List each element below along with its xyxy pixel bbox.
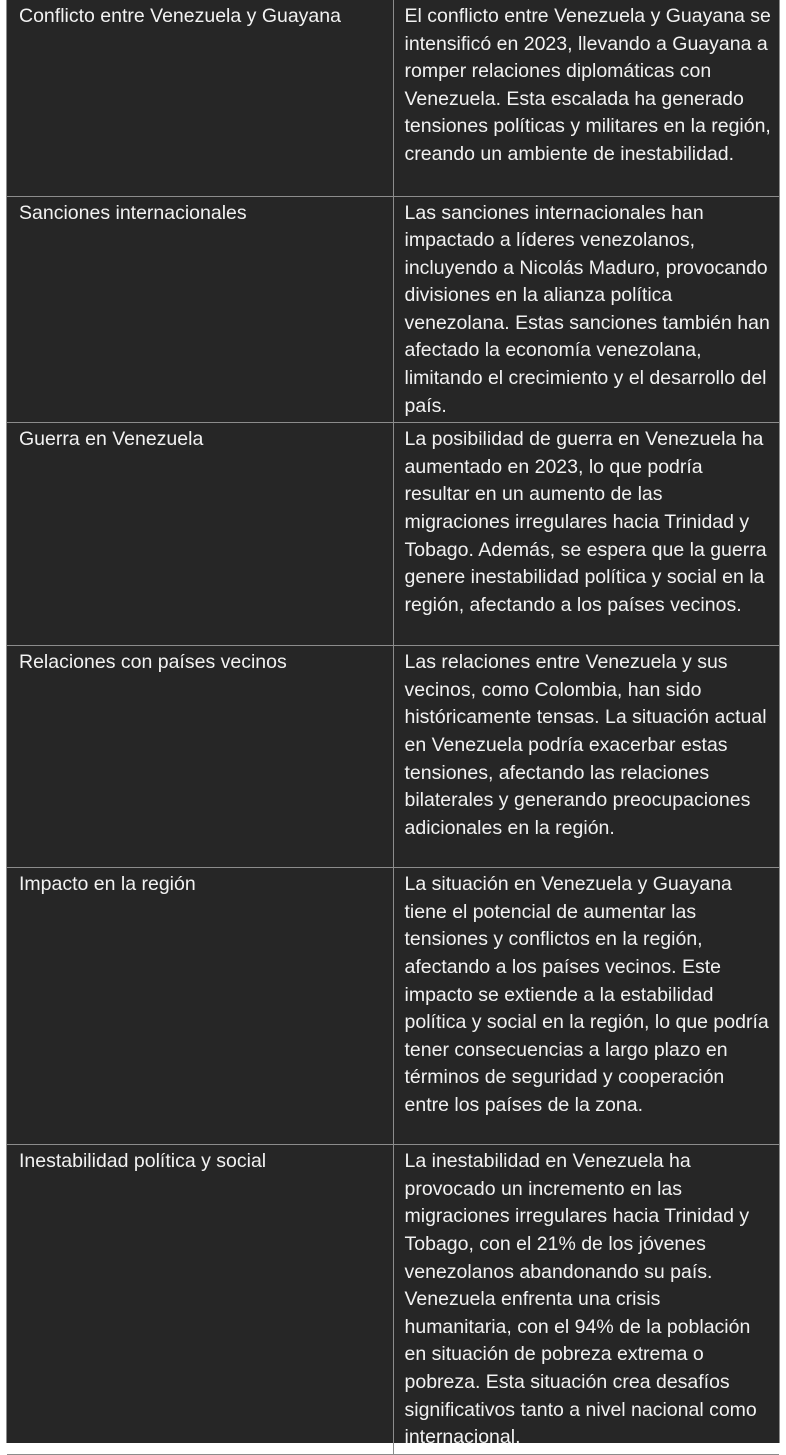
description-cell: Las relaciones entre Venezuela y sus vecinos, como Colombia, han sido históricamente tensas. La situación actual en Venezuela podría exacerbar estas tensiones, afectando las relaciones bilaterales y generando preocupaciones adicionales en la región.	[404, 651, 767, 839]
table-row	[7, 646, 779, 868]
table-row	[7, 196, 779, 423]
topic-cell: Sanciones internacionales	[7, 196, 393, 423]
info-table	[7, 0, 779, 1455]
table-row	[7, 0, 779, 196]
info-table-container	[6, 0, 780, 1449]
topic-cell: Impacto en la región	[7, 868, 393, 1145]
description-cell: Las sanciones internacionales han impactado a líderes venezolanos, incluyendo a Nicolás Maduro, provocando divisiones en la alianza política venezolana. Estas sanciones también han afectado la economía venezolana, limitando el crecimiento y el desarrollo del país.	[404, 201, 770, 417]
table-row	[7, 1145, 779, 1455]
description-cell: La situación en Venezuela y Guayana tiene el potencial de aumentar las tensiones y conflictos en la región, afectando a los países vecinos. Este impacto se extiende a la estabilidad política y social en la región, lo que podría tener consecuencias a largo plazo en términos de seguridad y cooperación entre los países de la zona.	[404, 873, 769, 1116]
topic-cell: Inestabilidad política y social	[7, 1145, 393, 1455]
topic-cell: Guerra en Venezuela	[7, 423, 393, 646]
topic-cell: Conflicto entre Venezuela y Guayana	[7, 0, 393, 196]
description-cell: La posibilidad de guerra en Venezuela ha aumentado en 2023, lo que podría resultar en un aumento de las migraciones irregulares hacia Trinidad y Tobago. Además, se espera que la guerra genere inestabilidad política y social en la región, afectando a los países vecinos.	[404, 428, 767, 616]
topic-cell: Relaciones con países vecinos	[7, 646, 393, 868]
description-cell: El conflicto entre Venezuela y Guayana se intensificó en 2023, llevando a Guayana a romper relaciones diplomáticas con Venezuela. Esta escalada ha generado tensiones políticas y militares en la región, creando un ambiente de inestabilidad.	[404, 5, 771, 165]
table-row	[7, 423, 779, 646]
description-cell: La inestabilidad en Venezuela ha provocado un incremento en las migraciones irregulares hacia Trinidad y Tobago, con el 21% de los jóvenes venezolanos abandonando su país. Venezuela enfrenta una crisis humanitaria, con el 94% de la población en situación de pobreza extrema o pobreza. Esta situación crea desafíos significativos tanto a nivel nacional como internacional.	[404, 1150, 757, 1449]
table-row	[7, 868, 779, 1145]
